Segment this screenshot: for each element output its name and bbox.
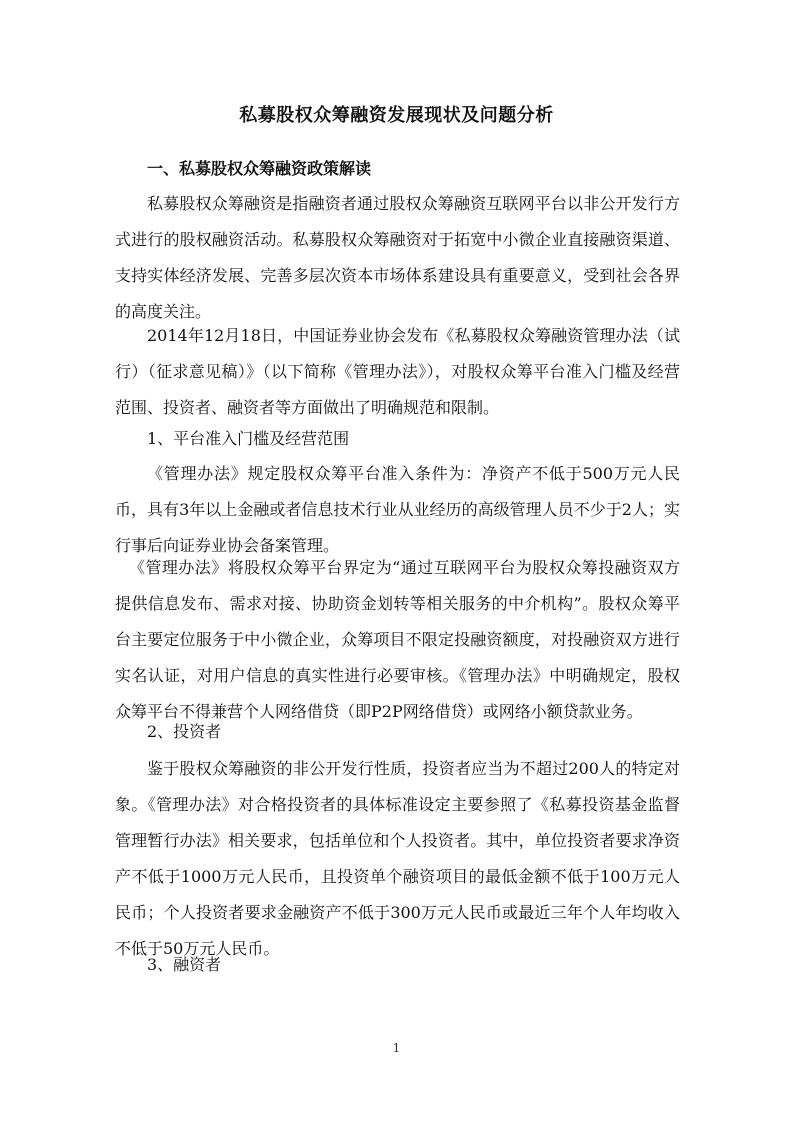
- subheading-platform-threshold: 1、平台准入门槛及经营范围: [147, 429, 350, 448]
- subheading-financiers: 3、融资者: [147, 955, 222, 974]
- document-title: 私募股权众筹融资发展现状及问题分析: [239, 105, 554, 126]
- page-number: 1: [392, 1041, 401, 1055]
- paragraph-investors: 鉴于股权众筹融资的非公开发行性质，投资者应当为不超过200人的特定对象。《管理办法》对合格投资者的具体标准设定主要参照了《私募投资基金监督管理暂行办法》相关要求，包括单位和个人投资者。其中，单位投资者要求净资产不低于1000万元人民币，且投资单个融资项目的最低金额不低于100万元人民币；个人投资者要求金融资产不低于300万元人民币或最近三年个人年均收入不低于50万元人民币。: [115, 759, 680, 958]
- paragraph-definition: 私募股权众筹融资是指融资者通过股权众筹融资互联网平台以非公开发行方式进行的股权融资活动。私募股权众筹融资对于拓宽中小微企业直接融资渠道、支持实体经济发展、完善多层次资本市场体系建设具有重要意义，受到社会各界的高度关注。: [115, 194, 680, 321]
- subheading-investors: 2、投资者: [147, 722, 222, 741]
- paragraph-platform-conditions: 《管理办法》规定股权众筹平台准入条件为：净资产不低于500万元人民币，具有3年以上金融或者信息技术行业从业经历的高级管理人员不少于2人；实行事后向证券业协会备案管理。: [115, 464, 680, 555]
- paragraph-platform-definition: 《管理办法》将股权众筹平台界定为“通过互联网平台为股权众筹投融资双方提供信息发布、需求对接、协助资金划转等相关服务的中介机构”。股权众筹平台主要定位服务于中小微企业，众筹项目不限定投融资额度，对投融资双方进行实名认证，对用户信息的真实性进行必要审核。《管理办法》中明确规定，股权众筹平台不得兼营个人网络借贷（即P2P网络借贷）或网络小额贷款业务。: [115, 558, 680, 721]
- paragraph-regulation-release: 2014年12月18日，中国证券业协会发布《私募股权众筹融资管理办法（试行）（征求意见稿）》（以下简称《管理办法》），对股权众筹平台准入门槛及经营范围、投资者、融资者等方面做出了明确规范和限制。: [115, 326, 680, 417]
- section-heading-policy: 一、私募股权众筹融资政策解读: [147, 159, 372, 178]
